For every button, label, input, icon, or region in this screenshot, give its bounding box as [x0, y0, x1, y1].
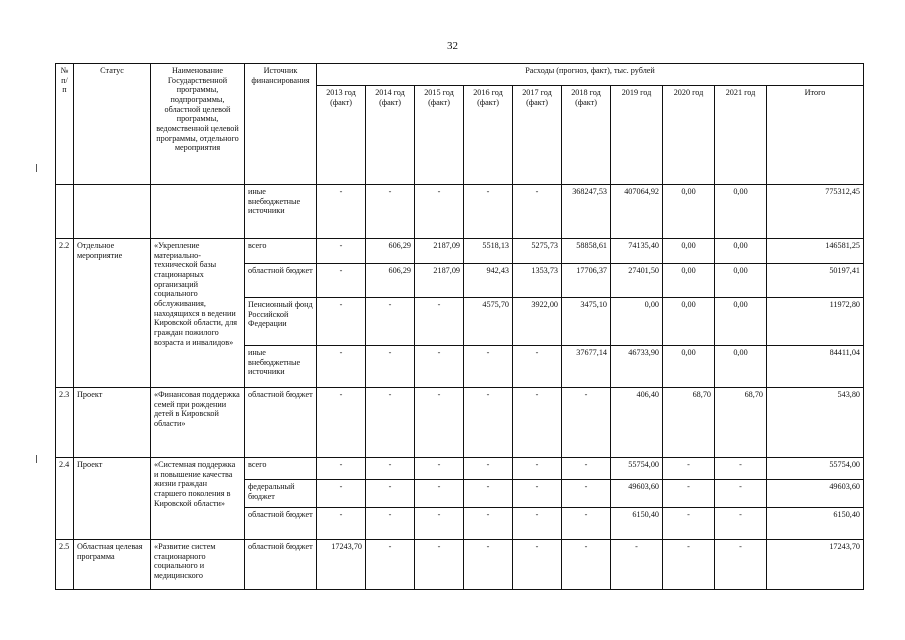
- row-status: Областная целевая программа: [74, 540, 151, 590]
- value-cell: 17243,70: [317, 540, 366, 590]
- value-cell: 4575,70: [464, 298, 513, 346]
- value-cell: -: [464, 458, 513, 480]
- margin-mark-1: [36, 164, 37, 172]
- header-year: 2017 год (факт): [513, 86, 562, 185]
- value-cell: -: [317, 346, 366, 388]
- total-cell: 146581,25: [767, 239, 864, 264]
- value-cell: -: [366, 508, 415, 540]
- value-cell: -: [715, 540, 767, 590]
- value-cell: -: [366, 298, 415, 346]
- value-cell: 17706,37: [562, 264, 611, 298]
- value-cell: -: [317, 239, 366, 264]
- value-cell: -: [513, 480, 562, 508]
- value-cell: 368247,53: [562, 185, 611, 239]
- value-cell: 68,70: [715, 388, 767, 458]
- value-cell: -: [562, 458, 611, 480]
- header-year: 2020 год: [663, 86, 715, 185]
- value-cell: -: [415, 298, 464, 346]
- value-cell: 942,43: [464, 264, 513, 298]
- value-cell: -: [464, 480, 513, 508]
- funding-source: областной бюджет: [245, 264, 317, 298]
- value-cell: -: [366, 346, 415, 388]
- value-cell: -: [366, 540, 415, 590]
- table-row: [56, 458, 864, 480]
- page-number: 32: [447, 40, 458, 52]
- total-cell: 543,80: [767, 388, 864, 458]
- value-cell: 2187,09: [415, 239, 464, 264]
- header-year: Итого: [767, 86, 864, 185]
- total-cell: 775312,45: [767, 185, 864, 239]
- header-year: 2013 год (факт): [317, 86, 366, 185]
- value-cell: 606,29: [366, 264, 415, 298]
- value-cell: -: [562, 508, 611, 540]
- value-cell: -: [513, 346, 562, 388]
- header-name: Наименование Государственной программы, подпрограммы, областной целевой программы, ведомственной целевой программы, отдельного мероприятия: [151, 64, 245, 185]
- row-name: «Системная поддержка и повышение качества жизни граждан старшего поколения в Кировской области»: [151, 458, 245, 540]
- value-cell: -: [715, 480, 767, 508]
- value-cell: 606,29: [366, 239, 415, 264]
- value-cell: -: [513, 540, 562, 590]
- value-cell: -: [415, 458, 464, 480]
- funding-source: областной бюджет: [245, 388, 317, 458]
- funding-source: областной бюджет: [245, 508, 317, 540]
- value-cell: 0,00: [715, 346, 767, 388]
- total-cell: 50197,41: [767, 264, 864, 298]
- header-year: 2015 год (факт): [415, 86, 464, 185]
- funding-source: иные внебюджетные источники: [245, 346, 317, 388]
- value-cell: 406,40: [611, 388, 663, 458]
- value-cell: 58858,61: [562, 239, 611, 264]
- value-cell: -: [317, 185, 366, 239]
- value-cell: 55754,00: [611, 458, 663, 480]
- value-cell: 46733,90: [611, 346, 663, 388]
- total-cell: 55754,00: [767, 458, 864, 480]
- total-cell: 17243,70: [767, 540, 864, 590]
- row-status: Проект: [74, 388, 151, 458]
- header-year: 2016 год (факт): [464, 86, 513, 185]
- value-cell: 5518,13: [464, 239, 513, 264]
- total-cell: 11972,80: [767, 298, 864, 346]
- value-cell: -: [317, 298, 366, 346]
- value-cell: -: [415, 185, 464, 239]
- value-cell: 2187,09: [415, 264, 464, 298]
- value-cell: 3475,10: [562, 298, 611, 346]
- value-cell: -: [464, 508, 513, 540]
- value-cell: 0,00: [715, 264, 767, 298]
- funding-source: Пенсионный фонд Российской Федерации: [245, 298, 317, 346]
- value-cell: -: [317, 388, 366, 458]
- value-cell: -: [415, 480, 464, 508]
- header-year: 2014 год (факт): [366, 86, 415, 185]
- value-cell: -: [663, 540, 715, 590]
- value-cell: 0,00: [663, 264, 715, 298]
- value-cell: -: [663, 508, 715, 540]
- budget-table: [55, 63, 864, 590]
- value-cell: 0,00: [715, 298, 767, 346]
- value-cell: 0,00: [663, 239, 715, 264]
- value-cell: -: [715, 508, 767, 540]
- value-cell: -: [464, 346, 513, 388]
- total-cell: 6150,40: [767, 508, 864, 540]
- value-cell: -: [415, 508, 464, 540]
- value-cell: 1353,73: [513, 264, 562, 298]
- value-cell: -: [464, 185, 513, 239]
- value-cell: -: [415, 388, 464, 458]
- value-cell: -: [317, 264, 366, 298]
- row-name: «Укрепление материально-технической базы стационарных организаций социального обслуживания, находящихся в ведении Кировской области, для граждан пожилого возраста и инвалидов»: [151, 239, 245, 388]
- value-cell: -: [317, 508, 366, 540]
- funding-source: федеральный бюджет: [245, 480, 317, 508]
- value-cell: -: [415, 540, 464, 590]
- value-cell: 68,70: [663, 388, 715, 458]
- value-cell: -: [513, 185, 562, 239]
- value-cell: -: [513, 388, 562, 458]
- row-status: Отдельное мероприятие: [74, 239, 151, 388]
- value-cell: -: [366, 388, 415, 458]
- value-cell: -: [611, 540, 663, 590]
- row-name: «Финансовая поддержка семей при рождении детей в Кировской области»: [151, 388, 245, 458]
- value-cell: -: [562, 540, 611, 590]
- row-name: [151, 185, 245, 239]
- value-cell: 407064,92: [611, 185, 663, 239]
- table-row: [56, 185, 864, 239]
- value-cell: 0,00: [663, 346, 715, 388]
- total-cell: 84411,04: [767, 346, 864, 388]
- row-status: [74, 185, 151, 239]
- value-cell: 0,00: [715, 185, 767, 239]
- value-cell: -: [464, 388, 513, 458]
- row-number: 2.2: [56, 239, 74, 388]
- value-cell: 0,00: [663, 185, 715, 239]
- value-cell: 3922,00: [513, 298, 562, 346]
- header-num: № п/п: [56, 64, 74, 185]
- value-cell: -: [366, 458, 415, 480]
- row-number: 2.5: [56, 540, 74, 590]
- value-cell: -: [513, 508, 562, 540]
- header-year: 2019 год: [611, 86, 663, 185]
- row-name: «Развитие систем стационарного социального и медицинского: [151, 540, 245, 590]
- value-cell: -: [562, 388, 611, 458]
- value-cell: -: [366, 480, 415, 508]
- margin-mark-2: [36, 455, 37, 463]
- value-cell: -: [715, 458, 767, 480]
- value-cell: 6150,40: [611, 508, 663, 540]
- row-number: 2.3: [56, 388, 74, 458]
- value-cell: 37677,14: [562, 346, 611, 388]
- header-expenses: Расходы (прогноз, факт), тыс. рублей: [317, 64, 864, 86]
- funding-source: всего: [245, 458, 317, 480]
- row-number: [56, 185, 74, 239]
- value-cell: 27401,50: [611, 264, 663, 298]
- value-cell: -: [663, 458, 715, 480]
- table-row: [56, 239, 864, 264]
- row-number: 2.4: [56, 458, 74, 540]
- table-row: [56, 388, 864, 458]
- funding-source: областной бюджет: [245, 540, 317, 590]
- value-cell: -: [663, 480, 715, 508]
- value-cell: -: [366, 185, 415, 239]
- total-cell: 49603,60: [767, 480, 864, 508]
- value-cell: -: [415, 346, 464, 388]
- funding-source: иные внебюджетные источники: [245, 185, 317, 239]
- value-cell: 5275,73: [513, 239, 562, 264]
- value-cell: -: [513, 458, 562, 480]
- value-cell: -: [317, 480, 366, 508]
- header-year: 2021 год: [715, 86, 767, 185]
- value-cell: 0,00: [611, 298, 663, 346]
- header-year: 2018 год (факт): [562, 86, 611, 185]
- header-status: Статус: [74, 64, 151, 185]
- value-cell: -: [317, 458, 366, 480]
- header-source: Источник финансирования: [245, 64, 317, 185]
- value-cell: 49603,60: [611, 480, 663, 508]
- value-cell: -: [464, 540, 513, 590]
- value-cell: 0,00: [715, 239, 767, 264]
- table-row: [56, 540, 864, 590]
- value-cell: 74135,40: [611, 239, 663, 264]
- row-status: Проект: [74, 458, 151, 540]
- funding-source: всего: [245, 239, 317, 264]
- value-cell: -: [562, 480, 611, 508]
- value-cell: 0,00: [663, 298, 715, 346]
